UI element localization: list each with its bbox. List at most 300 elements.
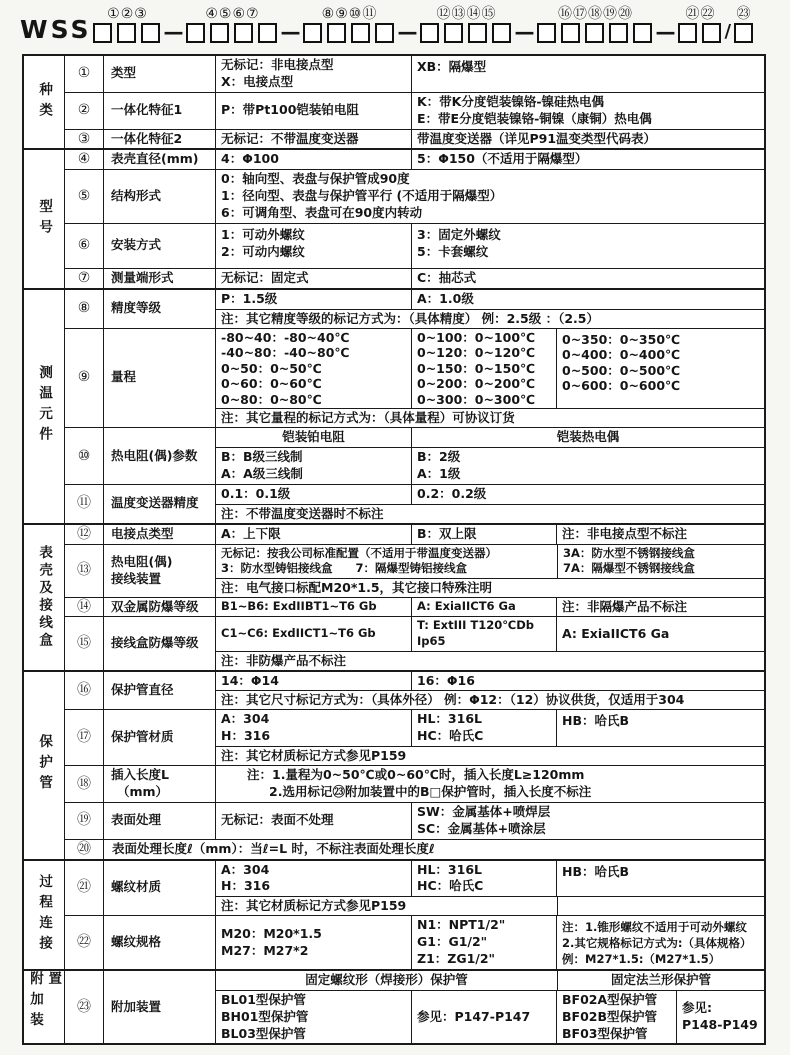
text-line: 附加装置 [111, 998, 162, 1014]
spec-table [22, 54, 766, 1045]
param-name [104, 170, 216, 223]
option-cell [411, 329, 556, 409]
code-group [93, 6, 160, 43]
text-line: P：1.5级 [221, 290, 278, 306]
text-line: 0~120：0~120℃ [417, 345, 536, 361]
spec-row-18 [65, 765, 764, 802]
spec-row-4 [65, 150, 764, 169]
spec-row-11 [65, 484, 764, 523]
text-line: 参见: [682, 1000, 712, 1016]
option-cell [411, 290, 764, 309]
note-cell [216, 691, 764, 709]
circled-number: ⑲ [602, 6, 617, 22]
param-number: ㉓ [65, 971, 104, 1044]
circled-number: ㉓ [736, 6, 751, 22]
text-line: 5：Φ150（不适用于隔爆型） [417, 151, 588, 167]
option-cell [216, 224, 411, 268]
model-code-line [20, 6, 780, 43]
spec-row-3 [65, 129, 764, 149]
text-line: 无标记：表面不处理 [221, 812, 334, 828]
spec-row-16 [65, 672, 764, 710]
param-number: ⑮ [65, 617, 104, 669]
spec-row-8 [65, 290, 764, 328]
text-line: 无标记：不带温度变送器 [221, 130, 359, 146]
param-number: ⑤ [65, 170, 104, 223]
circled-number: ⑪ [362, 6, 377, 22]
text-line: HC：哈氏C [417, 728, 484, 744]
text-line: 无标记：非电接点型 [221, 57, 334, 72]
group-label: 表壳及接线盒 [36, 544, 53, 650]
reference-cell [411, 991, 556, 1044]
text-line: 量程 [111, 369, 137, 385]
code-box [468, 23, 487, 43]
reference-cell [676, 991, 764, 1044]
option-cell [216, 485, 411, 504]
option-cell [411, 56, 764, 92]
spec-row-10 [65, 427, 764, 484]
code-box [234, 23, 253, 43]
option-cell [411, 672, 764, 691]
text-line: BL01型保护管 [221, 991, 306, 1007]
param-number: ⑯ [65, 672, 104, 710]
option-cell [216, 290, 411, 309]
circled-number: ⑬ [451, 6, 466, 22]
group-category [24, 56, 764, 148]
param-number: ③ [65, 130, 104, 149]
text-line: 固定法兰形保护管 [610, 971, 711, 987]
text-line: HL：316L [417, 711, 482, 727]
text-line: 0：轴向型、表盘与保护管成90度 [221, 171, 410, 187]
param-name [104, 130, 216, 149]
option-cell [556, 861, 764, 897]
spec-row-20 [65, 839, 764, 859]
option-cell [411, 150, 764, 169]
text-line: -80~40：-80~40℃ [221, 329, 350, 345]
code-box [561, 23, 580, 43]
text-line: A：上下限 [221, 525, 281, 541]
option-cell [411, 269, 764, 288]
option-cell [216, 617, 411, 650]
param-name [104, 861, 216, 916]
text-line: 表壳直径(mm) [111, 151, 199, 167]
text-line: 注：电气接口标配M20*1.5，其它接口特殊注明 [221, 579, 493, 595]
circled-number: ⑰ [572, 6, 587, 22]
text-line: 3A：防水型不锈钢接线盒 [563, 545, 695, 560]
text-line: 0~80：0~80℃ [221, 391, 322, 407]
text-line: 无标记：固定式 [221, 269, 309, 285]
code-group [734, 6, 753, 43]
option-cell [216, 545, 557, 578]
text-line: -40~80：-40~80℃ [221, 345, 350, 361]
text-line: G1：G1/2" [417, 934, 488, 950]
sub-header-cell [216, 428, 411, 447]
spec-row-21 [65, 861, 764, 916]
option-cell [556, 991, 676, 1044]
text-line: （mm） [117, 784, 169, 800]
code-group [303, 6, 394, 43]
text-line: A：304 [221, 711, 270, 727]
text-line: H：316 [221, 728, 271, 744]
group-label: 型号 [36, 198, 53, 240]
spec-row-23 [65, 971, 764, 1044]
spec-row-19 [65, 802, 764, 839]
text-line: 带温度变送器（详见P91温变类型代码表） [417, 130, 657, 146]
spec-row-14 [65, 597, 764, 617]
text-line: 3：防水型铸铝接线盒 7：隔爆型铸铝接线盒 [221, 561, 468, 576]
option-cell [556, 710, 764, 746]
text-line: T: ExtIII T120℃Db Ip65 [417, 618, 534, 648]
code-box [186, 23, 205, 43]
text-line: B：B级三线制 [221, 449, 303, 465]
text-line: M20：M20*1.5 [221, 925, 322, 941]
text-line: 注：其它材质标记方式参见P159 [221, 748, 407, 764]
text-line: 螺纹规格 [111, 934, 162, 950]
param-number: ⑨ [65, 329, 104, 428]
circled-number: ③ [134, 6, 147, 22]
note-cell [556, 916, 764, 969]
text-line: C：抽芯式 [417, 269, 477, 285]
param-name [104, 916, 216, 969]
param-name [104, 710, 216, 765]
group-case [24, 523, 764, 670]
text-line: B1~B6: ExdIIBT1~T6 Gb [221, 599, 377, 614]
code-box [375, 23, 394, 43]
text-line: 例：M27*1.5:（M27*1.5） [562, 951, 721, 966]
group-label: 测温元件 [36, 365, 53, 448]
param-number: ⑫ [65, 525, 104, 544]
note-cell [216, 579, 764, 597]
circled-number: ⑫ [436, 6, 451, 22]
code-box [93, 23, 112, 43]
param-number: ⑧ [65, 290, 104, 328]
param-name [104, 525, 216, 544]
text-line: BL03型保护管 [221, 1025, 306, 1041]
text-line: A: ExiaIICT6 Ga [417, 599, 516, 614]
text-line: 注：非电接点型不标注 [562, 525, 688, 541]
param-number: ⑩ [65, 428, 104, 484]
option-cell [216, 525, 411, 544]
option-cell [556, 617, 764, 650]
code-box-row [93, 23, 160, 43]
spec-row-2 [65, 92, 764, 129]
code-box-row [734, 23, 753, 43]
text-line: 注：非防爆产品不标注 [221, 652, 347, 668]
text-line: 0~60：0~60℃ [221, 376, 322, 392]
param-name [104, 290, 216, 328]
text-line: XB：隔爆型 [417, 59, 487, 74]
param-number: ⑱ [65, 766, 104, 802]
circled-number-row [558, 6, 632, 22]
text-line: 1：径向型、表盘与保护管平行 (不适用于隔爆型） [221, 188, 503, 204]
dash-separator: — [280, 20, 301, 44]
option-cell [411, 130, 764, 149]
param-name [104, 56, 216, 92]
circled-number-row [322, 6, 377, 22]
note-cell [556, 598, 764, 617]
option-cell [411, 861, 556, 897]
text-line: 0~200：0~200℃ [417, 376, 536, 392]
text-line: 类型 [111, 65, 137, 81]
group-label: 种类 [36, 81, 53, 123]
spec-row-1 [65, 56, 764, 92]
circled-number: ⑮ [481, 6, 496, 22]
circled-number: ⑦ [246, 6, 259, 22]
option-cell [216, 93, 411, 129]
option-cell [216, 56, 411, 92]
param-name [104, 971, 216, 1044]
code-box [609, 23, 628, 43]
text-line: C1~C6: ExdIICT1~T6 Gb [221, 626, 376, 641]
option-cell [216, 150, 411, 169]
param-name [104, 617, 216, 669]
group-thermowell [24, 670, 764, 859]
code-box [303, 23, 322, 43]
text-line: 6：可调角型、表盘可在90度内转动 [221, 205, 423, 221]
code-box-row [537, 23, 652, 43]
code-box [734, 23, 753, 43]
text-line: 14：Φ14 [221, 672, 279, 688]
text-line: 保护管材质 [111, 729, 174, 745]
group-accessory [24, 969, 764, 1044]
code-box [492, 23, 511, 43]
code-box [327, 23, 346, 43]
option-cell [411, 224, 764, 268]
text-line: 注：1.量程为0~50℃或0~60℃时，插入长度L≥120mm [247, 767, 585, 783]
text-line: BF03型保护管 [562, 1025, 648, 1041]
text-line: X：电接点型 [221, 73, 294, 89]
text-line: 2.选用标记㉓附加装置中的B□保护管时，插入长度不标注 [269, 784, 592, 800]
text-line: 表面处理长度ℓ（mm）：当ℓ=L 时，不标注表面处理长度ℓ [112, 840, 435, 856]
text-line: 结构形式 [111, 188, 162, 204]
spec-row-6 [65, 223, 764, 268]
text-line: HL：316L [417, 861, 482, 877]
spec-row-22 [65, 915, 764, 969]
code-box [351, 23, 370, 43]
text-line: E：带E分度铠装镍铬-铜镍（康铜）热电偶 [417, 110, 652, 126]
text-line: 插入长度L [111, 767, 169, 783]
text-line: 铠装铂电阻 [282, 429, 345, 445]
text-line: 注：其它尺寸标记方式为：（具体外径） 例：Φ12：（12）协议供货，仅适用于304 [221, 692, 685, 708]
text-line: 5：卡套螺纹 [417, 243, 489, 259]
note-cell [216, 310, 764, 328]
text-line: 16：Φ16 [417, 672, 475, 688]
text-line: B：双上限 [417, 525, 477, 541]
text-line: 固定螺纹形（焊接形）保护管 [305, 971, 468, 987]
dash-separator: — [514, 20, 535, 44]
param-number: ④ [65, 150, 104, 169]
param-name [104, 93, 216, 129]
param-number: ⑪ [65, 485, 104, 523]
param-number: ⑭ [65, 598, 104, 617]
circled-number-row [737, 6, 751, 22]
text-line: 2：可动内螺纹 [221, 243, 305, 259]
param-name [104, 598, 216, 617]
text-line: 无标记：按我公司标准配置（不适用于带温度变送器） [221, 545, 497, 560]
text-line: 0~50：0~50℃ [221, 360, 322, 376]
note-cell [216, 766, 764, 802]
code-box [117, 23, 136, 43]
text-line: HB：哈氏B [562, 713, 630, 729]
code-box-row [420, 23, 511, 43]
note-cell [216, 652, 764, 670]
param-number: ⑲ [65, 803, 104, 839]
dash-separator: — [163, 20, 184, 44]
sub-header-cell [411, 428, 764, 447]
text-line: 4：Φ100 [221, 151, 279, 167]
option-cell [411, 598, 556, 617]
text-line: 0~150：0~150℃ [417, 360, 536, 376]
group-sensor [24, 288, 764, 523]
text-line: 双金属防爆等级 [111, 598, 199, 614]
text-line: 螺纹材质 [111, 879, 162, 895]
param-number: ⑰ [65, 710, 104, 765]
text-line: 1：可动外螺纹 [221, 226, 305, 242]
text-line: 热电阻(偶) [111, 553, 173, 569]
code-group [186, 6, 277, 43]
param-number: ⑥ [65, 224, 104, 268]
param-number: ㉒ [65, 916, 104, 969]
text-line: 0~600：0~600℃ [562, 378, 681, 394]
param-number: ② [65, 93, 104, 129]
code-box [210, 23, 229, 43]
text-line: Z1：ZG1/2" [417, 951, 496, 967]
circled-number: ㉑ [685, 6, 700, 22]
code-group [678, 6, 721, 43]
dash-separator: — [655, 20, 676, 44]
option-cell [411, 93, 764, 129]
note-cell [556, 525, 764, 544]
text-line: 0~500：0~500℃ [562, 362, 681, 378]
text-line: A：304 [221, 861, 270, 877]
text-line: 温度变送器精度 [111, 495, 199, 511]
text-line: 铠装热电偶 [556, 429, 620, 445]
circled-number: ㉒ [700, 6, 715, 22]
text-line: P：带Pt100铠装铂电阻 [221, 102, 359, 118]
model-prefix: WSS [20, 15, 92, 44]
text-line: 安装方式 [111, 237, 162, 253]
option-cell [216, 170, 764, 223]
text-line: 0~100：0~100℃ [417, 329, 536, 345]
text-line: 7A：隔爆型不锈钢接线盒 [563, 561, 695, 576]
spec-row-15 [65, 616, 764, 669]
text-line: 注：其它精度等级的标记方式为：（具体精度） 例：2.5级 ：（2.5） [221, 310, 599, 326]
circled-number: ⑭ [466, 6, 481, 22]
option-cell [411, 803, 764, 839]
text-line: HB：哈氏B [562, 863, 630, 879]
param-name [104, 329, 216, 428]
code-box [537, 23, 556, 43]
text-line: N1：NPT1/2" [417, 917, 506, 933]
circled-number: ⑤ [218, 6, 232, 22]
text-line: A: ExiaIICT6 Ga [562, 625, 670, 641]
option-cell [411, 485, 764, 504]
option-cell [216, 448, 411, 484]
text-line: B：2级 [417, 449, 461, 465]
text-line: 2.其它规格标记方式为:（具体规格） [562, 935, 752, 950]
text-line: 注：不带温度变送器时不标注 [221, 505, 384, 521]
text-line: 精度等级 [111, 300, 162, 316]
code-box [258, 23, 277, 43]
text-line: 0~300：0~300℃ [417, 391, 536, 407]
code-box [633, 23, 652, 43]
dash-separator: — [397, 20, 418, 44]
note-cell [216, 505, 764, 523]
code-box [444, 23, 463, 43]
sub-header-cell [557, 971, 764, 990]
option-cell [216, 269, 411, 288]
code-group [537, 6, 652, 43]
param-number: ⑳ [65, 840, 104, 859]
param-name [104, 485, 216, 523]
circled-number: ② [120, 6, 134, 22]
text-line: 0~400：0~400℃ [562, 347, 681, 363]
param-name [104, 428, 216, 484]
text-line: BH01型保护管 [221, 1008, 309, 1024]
code-group [420, 6, 511, 43]
circled-number: ④ [205, 6, 218, 22]
spec-row-9 [65, 328, 764, 428]
group-process-connection [24, 859, 764, 969]
param-number: ㉑ [65, 861, 104, 916]
param-name [104, 672, 216, 710]
param-name [104, 803, 216, 839]
text-line: 热电阻(偶)参数 [111, 447, 198, 463]
text-line: 注：非隔爆产品不标注 [562, 598, 688, 614]
spec-row-13 [65, 544, 764, 597]
circled-number: ⑱ [587, 6, 602, 22]
text-line: 表面处理 [111, 812, 162, 828]
text-line: 保护管直径 [111, 682, 174, 698]
text-line: 接线装置 [111, 570, 162, 586]
param-name [104, 269, 216, 288]
text-line: 0.1：0.1级 [221, 485, 291, 501]
note-cell [104, 840, 764, 859]
text-line: 一体化特征1 [111, 102, 183, 118]
param-number: ⑦ [65, 269, 104, 288]
code-box-row [678, 23, 721, 43]
circled-number: ⑩ [348, 6, 362, 22]
option-cell [556, 329, 764, 409]
circled-number: ⑳ [617, 6, 632, 22]
param-name [104, 766, 216, 802]
option-cell [411, 448, 764, 484]
option-cell [216, 329, 411, 409]
group-model [24, 148, 764, 287]
note-cell [216, 897, 557, 915]
spec-row-5 [65, 169, 764, 223]
circled-number-row [205, 6, 258, 22]
text-line: SW：金属基体+喷焊层 [417, 803, 551, 819]
option-cell [216, 598, 411, 617]
option-cell [216, 710, 411, 746]
circled-number: ⑥ [232, 6, 246, 22]
text-line: P148-P149 [682, 1017, 758, 1033]
text-line: 接线盒防爆等级 [111, 635, 199, 651]
text-line: 0~350：0~350℃ [562, 331, 681, 347]
option-cell [557, 545, 764, 578]
spec-row-17 [65, 709, 764, 765]
circled-number: ⑨ [335, 6, 348, 22]
circled-number: ① [107, 6, 120, 22]
text-line: 参见：P147-P147 [417, 1008, 531, 1024]
spec-row-7 [65, 268, 764, 288]
text-line: BF02B型保护管 [562, 1008, 657, 1024]
group-label: 附加装置 [27, 970, 62, 1033]
note-cell [216, 409, 764, 427]
circled-number: ⑯ [557, 6, 572, 22]
param-number: ⑬ [65, 545, 104, 597]
text-line: H：316 [221, 878, 271, 894]
